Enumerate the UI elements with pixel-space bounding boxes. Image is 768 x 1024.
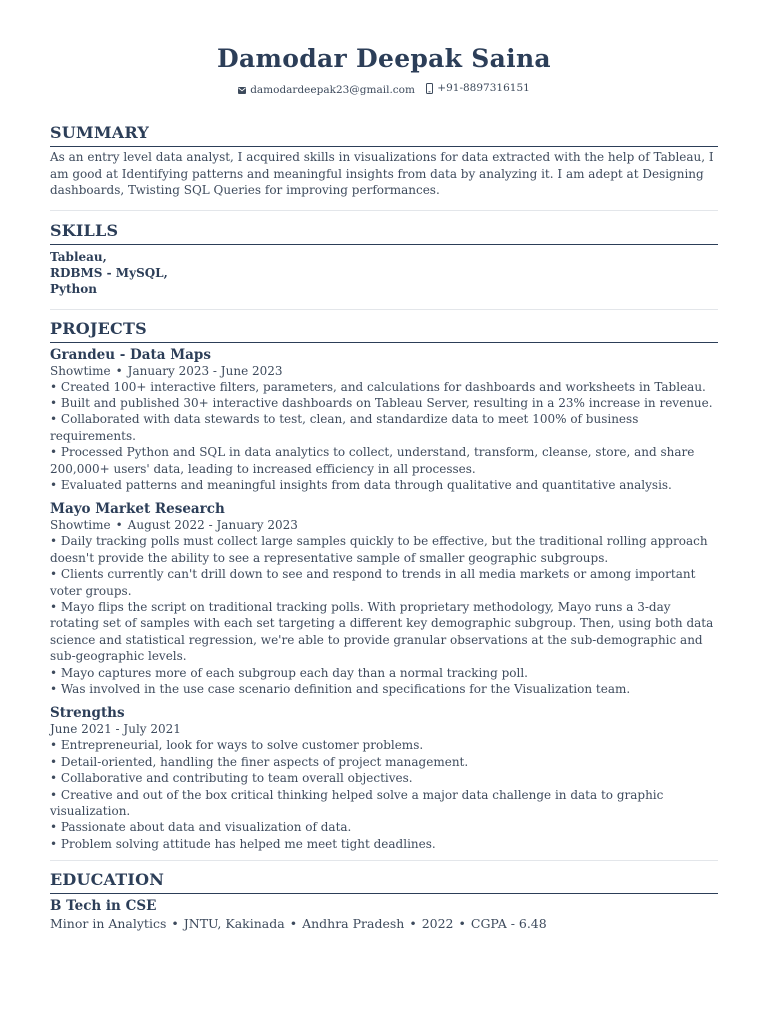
education-institution: JNTU, Kakinada (183, 916, 285, 932)
mail-icon (238, 87, 246, 94)
project-bullet: • Collaborative and contributing to team overall objectives. (50, 771, 413, 786)
project-meta: Showtime • January 2023 - June 2023 (50, 363, 283, 378)
education-heading: EDUCATION (50, 868, 718, 894)
candidate-name: Damodar Deepak Saina (217, 44, 551, 73)
project-dates: August 2022 - January 2023 (127, 518, 298, 533)
email-contact[interactable] (238, 84, 415, 96)
skills-heading: SKILLS (50, 219, 718, 245)
skill-item: RDBMS - MySQL, (50, 265, 168, 280)
section-divider (50, 210, 718, 211)
education-degree: B Tech in CSE (50, 898, 157, 915)
education-year: 2022 (421, 916, 454, 932)
project-item (50, 501, 718, 697)
project-bullet: • Problem solving attitude has helped me meet tight deadlines. (50, 836, 436, 851)
phone-icon (426, 83, 433, 94)
projects-section (50, 317, 718, 862)
project-dates: June 2021 - July 2021 (50, 722, 181, 737)
project-bullet: • Built and published 30+ interactive dashboards on Tableau Server, resulting in a 23% increase in revenue. (50, 395, 713, 410)
skill-item: Tableau, (50, 249, 107, 264)
project-title: Mayo Market Research (50, 501, 225, 518)
project-dates: January 2023 - June 2023 (127, 363, 283, 378)
project-bullet: • Collaborated with data stewards to test, clean, and standardize data to meet 100% of business requirements. (50, 412, 639, 443)
education-meta: Minor in Analytics • JNTU, Kakinada • Andhra Pradesh • 2022 • CGPA - 6.48 (50, 916, 547, 932)
phone-text: +91-8897316151 (437, 82, 530, 94)
project-meta: Showtime • August 2022 - January 2023 (50, 518, 298, 533)
project-company: Showtime (50, 518, 111, 533)
project-bullet: • Processed Python and SQL in data analytics to collect, understand, transform, cleanse, store, and share 200,000+ users' data, leading to increased efficiency in all processes. (50, 445, 695, 476)
resume-content (50, 121, 718, 932)
project-bullet: • Evaluated patterns and meaningful insights from data through qualitative and quantitative analysis. (50, 477, 672, 492)
project-title: Grandeu - Data Maps (50, 346, 211, 363)
phone-contact[interactable] (426, 82, 530, 94)
project-bullet: • Detail-oriented, handling the finer aspects of project management. (50, 754, 469, 769)
summary-text: As an entry level data analyst, I acquired skills in visualizations for data extracted with the help of Tableau, I am good at Identifying patterns and meaningful insights from data by analyzing it. I am adept at Designing dashboards, Twisting SQL Queries for improving performances. (50, 150, 714, 197)
project-bullet: • Created 100+ interactive filters, parameters, and calculations for dashboards and worksheets in Tableau. (50, 379, 706, 394)
project-title: Strengths (50, 705, 125, 722)
contact-line (0, 82, 768, 97)
summary-section (50, 121, 718, 211)
email-text: damodardeepak23@gmail.com (250, 84, 415, 96)
project-bullet: • Creative and out of the box critical thinking helped solve a major data challenge in data to graphic visualization. (50, 787, 664, 819)
project-bullet: • Daily tracking polls must collect large samples quickly to be effective, but the traditional rolling approach doesn't provide the ability to see a representative sample of smaller geographic subgroups. (50, 534, 708, 565)
education-location: Andhra Pradesh (302, 916, 405, 932)
section-divider (50, 860, 718, 861)
skills-section (50, 219, 718, 310)
summary-heading: SUMMARY (50, 121, 718, 147)
education-cgpa: CGPA - 6.48 (470, 916, 547, 932)
project-bullet: • Entrepreneurial, look for ways to solve customer problems. (50, 738, 424, 753)
education-section (50, 868, 718, 932)
education-minor: Minor in Analytics (50, 916, 167, 932)
projects-heading: PROJECTS (50, 317, 718, 343)
project-item (50, 705, 718, 852)
section-divider (50, 309, 718, 310)
project-bullet: • Clients currently can't drill down to see and respond to trends in all media markets or among important voter groups. (50, 567, 696, 598)
project-item (50, 347, 718, 494)
skills-list (50, 249, 718, 297)
project-bullet: • Mayo flips the script on traditional tracking polls. With proprietary methodology, Mayo runs a 3-day rotating set of samples with each set targeting a different key demographic subgroup. Then, using both data science and statistical regression, we're able to provide granular observations at the sub-demographic and sub-geographic levels. (50, 599, 714, 664)
project-bullet: • Mayo captures more of each subgroup each day than a normal tracking poll. (50, 665, 528, 680)
project-company: Showtime (50, 363, 111, 378)
skill-item: Python (50, 281, 97, 296)
project-bullet: • Passionate about data and visualization of data. (50, 820, 352, 835)
project-bullet: • Was involved in the use case scenario definition and specifications for the Visualization team. (50, 682, 631, 696)
